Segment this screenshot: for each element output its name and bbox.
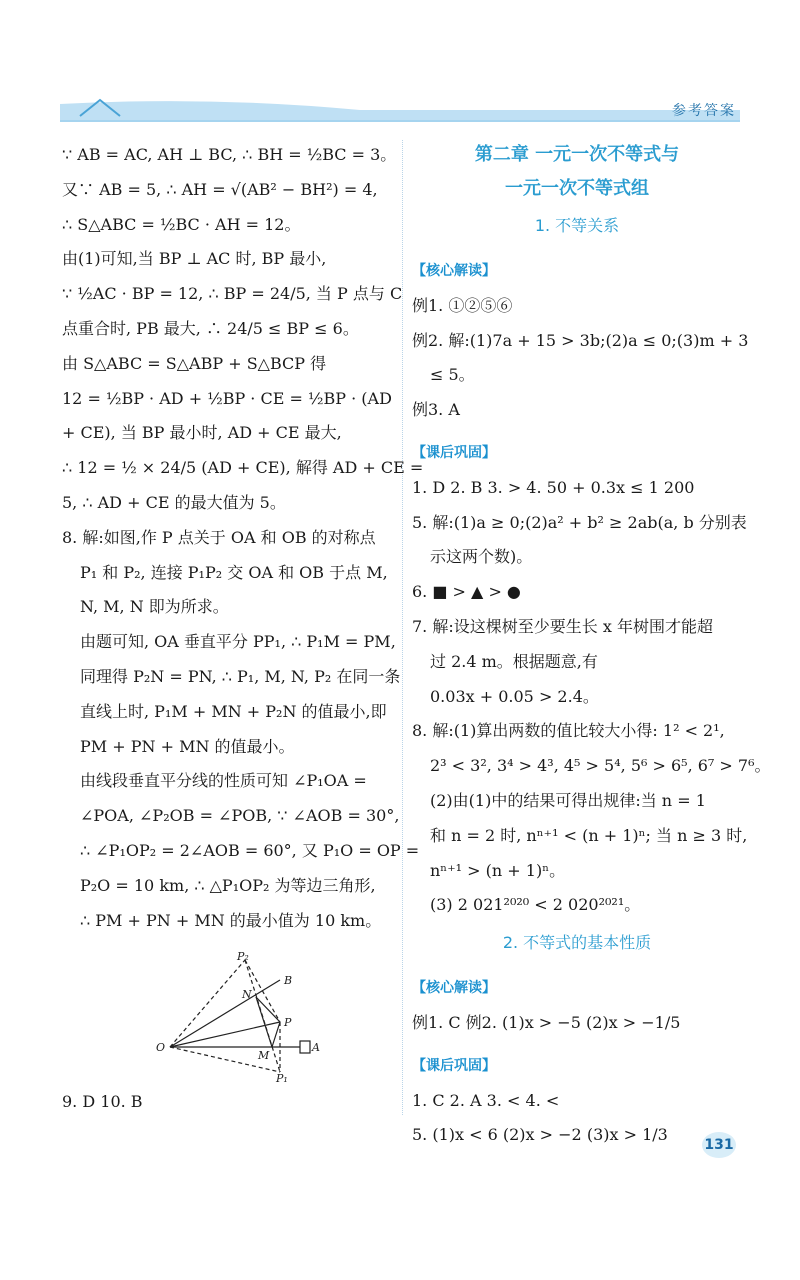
text-line: 由(1)可知,当 BP ⊥ AC 时, BP 最小, [62,249,327,269]
header-band [60,98,740,122]
answer-9-10: 9. D 10. B [62,1092,143,1111]
text-line: ∴ S△ABC = ½BC · AH = 12。 [62,214,301,234]
text-line: 1. D 2. B 3. > 4. 50 + 0.3x ≤ 1 200 [412,477,695,497]
page-number: 131 [702,1132,736,1158]
text-line: 例2. 解:(1)7a + 15 > 3b;(2)a ≤ 0;(3)m + 3 [412,330,749,350]
text-line: 由题可知, OA 垂直平分 PP₁, ∴ P₁M = PM, [80,632,396,652]
text-line: P₁ 和 P₂, 连接 P₁P₂ 交 OA 和 OB 于点 M, [80,562,388,582]
label-p2: P₂ [237,950,249,963]
ray-ob [170,980,280,1047]
text-line: 6. ■ > ▲ > ● [412,582,521,602]
tag-core-reading: 【核心解读】 [412,263,496,279]
text-line: ∴ PM + PN + MN 的最小值为 10 km。 [80,910,382,930]
label-n: N [242,988,252,1001]
text-line: ∵ ½AC · BP = 12, ∴ BP = 24/5, 当 P 点与 C [62,284,403,304]
text-line: 同理得 P₂N = PN, ∴ P₁, M, N, P₂ 在同一条 [80,666,401,686]
column-divider [402,140,403,1115]
text-line: N, M, N 即为所求。 [80,597,229,617]
label-p1: P₁ [276,1072,288,1085]
text-line: 例3. A [412,400,460,420]
left-column [62,138,424,938]
text-line: 和 n = 2 时, nⁿ⁺¹ < (n + 1)ⁿ; 当 n ≥ 3 时, [430,825,748,845]
tag-core-reading-2: 【核心解读】 [412,980,496,997]
segment-op [170,1022,280,1047]
label-a: A [312,1041,320,1054]
text-line: (3) 2 021²⁰²⁰ < 2 020²⁰²¹。 [430,895,641,915]
text-line: 7. 解:设这棵树至少要生长 x 年树围才能超 [412,616,713,636]
label-b: B [284,974,293,987]
text-line: 8. 解:(1)算出两数的值比较大小得: 1² < 2¹, [412,721,725,741]
text-line: (2)由(1)中的结果可得出规律:当 n = 1 [430,790,706,810]
text-line: 0.03x + 0.05 > 2.4。 [430,686,599,706]
segment-op2 [170,960,245,1047]
text-line: ∴ 12 = ½ × 24/5 (AD + CE), 解得 AD + CE = [62,458,424,478]
text-line: 5. (1)x < 6 (2)x > −2 (3)x > 1/3 [412,1125,668,1145]
section-title-1: 1. 不等关系 [534,216,620,235]
text-line: PM + PN + MN 的值最小。 [80,736,295,756]
label-p: P [284,1016,292,1029]
text-line: 2³ < 3², 3⁴ > 4³, 4⁵ > 5⁴, 5⁶ > 6⁵, 6⁷ > 7⁶。 [430,756,771,776]
tag-after-class: 【课后巩固】 [412,444,496,461]
text-line: ∵ AB = AC, AH ⊥ BC, ∴ BH = ½BC = 3。 [62,145,397,164]
text-line: 例1. C 例2. (1)x > −5 (2)x > −1/5 [412,1012,681,1032]
text-line: 点重合时, PB 最大, ∴ 24/5 ≤ BP ≤ 6。 [62,318,359,338]
text-line: 5, ∴ AD + CE 的最大值为 5。 [62,492,286,512]
text-line: P₂O = 10 km, ∴ △P₁OP₂ 为等边三角形, [80,875,376,895]
text-line: 5. 解:(1)a ≥ 0;(2)a² + b² ≥ 2ab(a, b 分别表 [412,512,747,532]
text-line: ∠POA, ∠P₂OB = ∠POB, ∵ ∠AOB = 30°, [80,806,400,826]
page-header [0,0,800,130]
text-line: 直线上时, P₁M + MN + P₂N 的值最小,即 [80,701,387,721]
label-o: O [156,1041,166,1054]
text-line: ∴ ∠P₁OP₂ = 2∠AOB = 60°, 又 P₁O = OP = [80,840,420,860]
house-mark [300,1041,310,1053]
chapter-title-1: 第二章 一元一次不等式与 [474,144,680,165]
text-line: 12 = ½BP · AD + ½BP · CE = ½BP · (AD [62,388,392,408]
tag-after-class-2: 【课后巩固】 [412,1057,496,1074]
text-line: + CE), 当 BP 最小时, AD + CE 最大, [62,423,342,443]
chapter-title-2: 一元一次不等式组 [505,178,649,199]
text-line: 示这两个数)。 [430,547,533,567]
text-line: 1. C 2. A 3. < 4. < [412,1090,560,1110]
right-column [412,138,771,1153]
section-title-2: 2. 不等式的基本性质 [502,933,652,953]
text-line: 8. 解:如图,作 P 点关于 OA 和 OB 的对称点 [62,527,376,547]
text-line: 例1. ①②⑤⑥ [412,295,513,315]
text-line: nⁿ⁺¹ > (n + 1)ⁿ。 [430,860,566,880]
segment-mp [272,1022,280,1047]
text-line: ≤ 5。 [430,365,475,385]
text-line: 由线段垂直平分线的性质可知 ∠P₁OA = [80,771,367,791]
geometry-figure [140,950,340,1090]
header-label: 参考答案 [672,103,736,119]
text-line: 由 S△ABC = S△ABP + S△BCP 得 [62,353,327,373]
text-line: 又∵ AB = 5, ∴ AH = √(AB² − BH²) = 4, [62,179,378,199]
label-m: M [258,1049,270,1062]
text-line: 过 2.4 m。根据题意,有 [430,651,598,671]
